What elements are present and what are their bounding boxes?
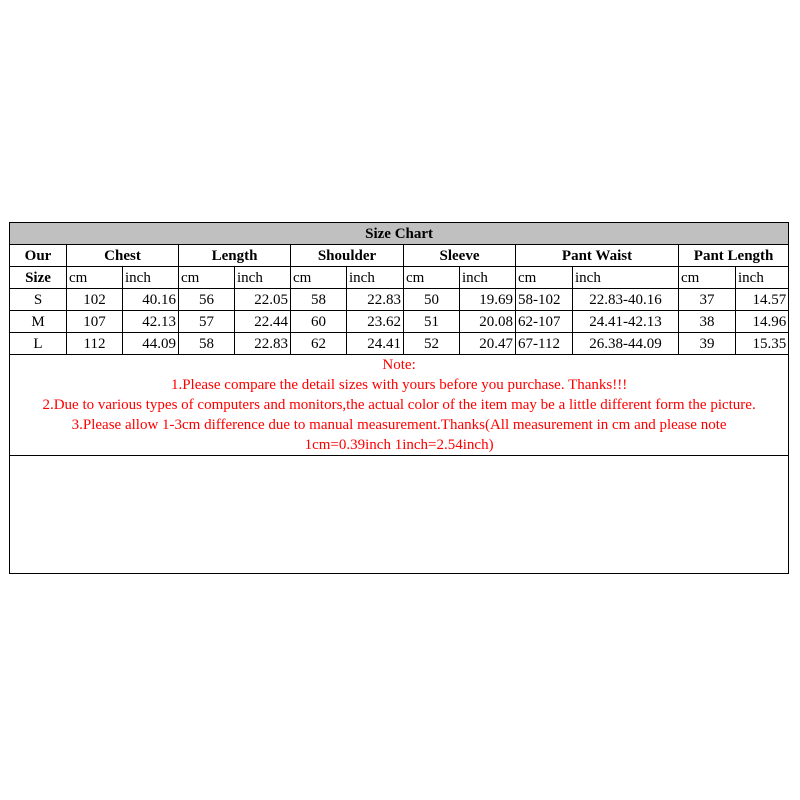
header-length: Length [179,245,291,267]
unit-label-inch: inch [460,267,516,289]
length-inch-cell: 22.83 [235,333,291,355]
pant-waist-inch-cell: 22.83-40.16 [573,289,679,311]
header-chest: Chest [67,245,179,267]
unit-label-inch: inch [123,267,179,289]
pant-length-inch-cell: 14.96 [736,311,789,333]
unit-label-inch: inch [235,267,291,289]
pant-length-cm-cell: 39 [679,333,736,355]
unit-label-cm: cm [291,267,347,289]
chest-inch-cell: 44.09 [123,333,179,355]
note-line-1: 1.Please compare the detail sizes with yours before you purchase. Thanks!!! [170,377,628,393]
chest-cm-cell: 107 [67,311,123,333]
shoulder-cm-cell: 60 [291,311,347,333]
header-pant-waist: Pant Waist [516,245,679,267]
pant-length-cm-cell: 37 [679,289,736,311]
length-cm-cell: 56 [179,289,235,311]
table-row [10,333,789,355]
unit-label-inch: inch [736,267,789,289]
shoulder-inch-cell: 24.41 [347,333,404,355]
pant-waist-cm-cell: 67-112 [516,333,573,355]
length-inch-cell: 22.44 [235,311,291,333]
header-sleeve: Sleeve [404,245,516,267]
chest-cm-cell: 112 [67,333,123,355]
unit-label-cm: cm [679,267,736,289]
shoulder-cm-cell: 58 [291,289,347,311]
shoulder-inch-cell: 23.62 [347,311,404,333]
size-chart-table [9,222,789,456]
table-title: Size Chart [10,223,789,245]
header-shoulder: Shoulder [291,245,404,267]
pant-waist-cm-cell: 62-107 [516,311,573,333]
pant-waist-cm-cell: 58-102 [516,289,573,311]
note-heading: Note: [382,357,416,373]
table-row [10,289,789,311]
unit-label-inch: inch [347,267,404,289]
pant-length-cm-cell: 38 [679,311,736,333]
size-cell: L [10,333,67,355]
note-line-2: 2.Due to various types of computers and monitors,the actual color of the item may be a little different form the picture. [42,397,756,413]
pant-waist-inch-cell: 26.38-44.09 [573,333,679,355]
unit-label-cm: cm [179,267,235,289]
pant-length-inch-cell: 15.35 [736,333,789,355]
length-inch-cell: 22.05 [235,289,291,311]
unit-label-inch: inch [573,267,679,289]
header-pant-length: Pant Length [679,245,789,267]
unit-label-cm: cm [516,267,573,289]
pant-length-inch-cell: 14.57 [736,289,789,311]
size-chart [9,222,789,574]
chest-inch-cell: 42.13 [123,311,179,333]
pant-waist-inch-cell: 24.41-42.13 [573,311,679,333]
length-cm-cell: 57 [179,311,235,333]
size-cell: M [10,311,67,333]
sleeve-inch-cell: 20.08 [460,311,516,333]
size-header-bottom: Size [10,267,67,289]
size-cell: S [10,289,67,311]
note-line-3: 3.Please allow 1-3cm difference due to manual measurement.Thanks(All measurement in cm and please note [71,417,727,433]
table-row [10,311,789,333]
shoulder-cm-cell: 62 [291,333,347,355]
chest-cm-cell: 102 [67,289,123,311]
sleeve-cm-cell: 52 [404,333,460,355]
unit-label-cm: cm [404,267,460,289]
sleeve-cm-cell: 50 [404,289,460,311]
size-header-top: Our [10,245,67,267]
note-line-4: 1cm=0.39inch 1inch=2.54inch) [304,437,494,453]
sleeve-inch-cell: 19.69 [460,289,516,311]
sleeve-cm-cell: 51 [404,311,460,333]
length-cm-cell: 58 [179,333,235,355]
sleeve-inch-cell: 20.47 [460,333,516,355]
chest-inch-cell: 40.16 [123,289,179,311]
unit-label-cm: cm [67,267,123,289]
shoulder-inch-cell: 22.83 [347,289,404,311]
note-section [10,355,789,456]
